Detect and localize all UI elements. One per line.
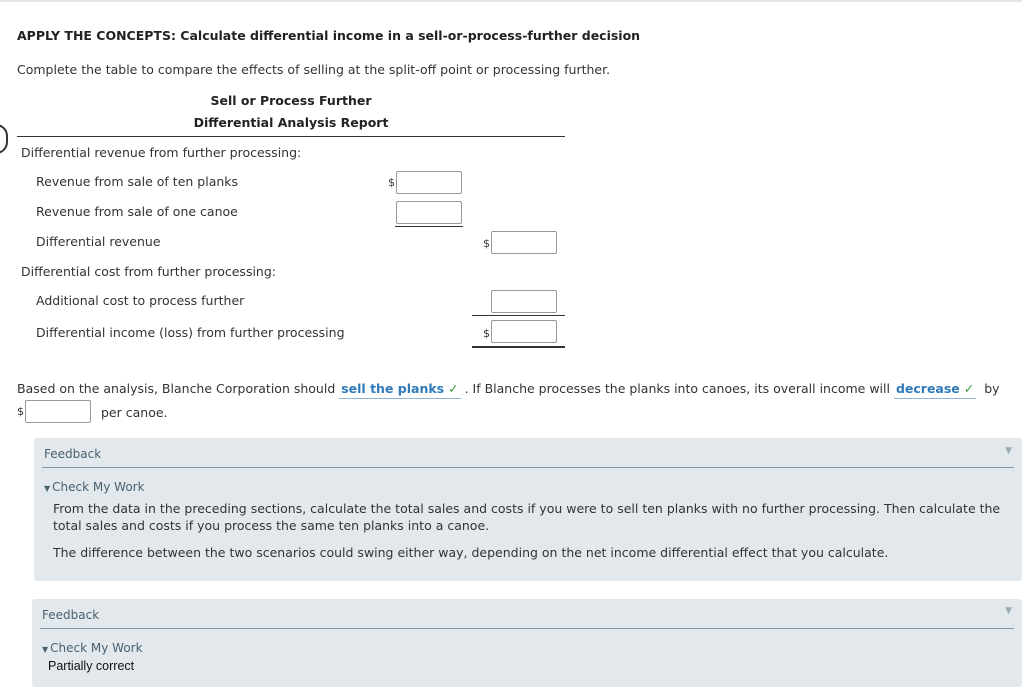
correct-check-icon: ✓ — [963, 381, 975, 396]
report-header-rule — [17, 136, 565, 137]
feedback-hint-text-2: The difference between the two scenarios could swing either way, depending on the net income differential effect that you calculate. — [53, 545, 889, 560]
conclusion-part1: Based on the analysis, Blanche Corporation should — [17, 381, 336, 396]
direction-value: decrease — [895, 381, 960, 396]
label-differential-revenue: Differential revenue — [36, 234, 161, 249]
section-differential-cost: Differential cost from further processing: — [21, 264, 276, 279]
feedback-hint-text: From the data in the preceding sections, calculate the total sales and costs if you were to sell ten planks with no further processing. Then calculate the total sales and costs if you process the same ten planks into a canoe. — [53, 501, 1001, 533]
report-title: Sell or Process Further — [210, 93, 372, 108]
additional-cost-input[interactable] — [491, 290, 557, 313]
currency-sign: $ — [388, 176, 395, 189]
check-my-work-label: Check My Work — [50, 641, 143, 655]
collapse-caret-icon[interactable]: ▼ — [1005, 606, 1012, 616]
top-divider — [0, 0, 1022, 2]
currency-sign: $ — [17, 405, 24, 418]
per-canoe-amount-input[interactable] — [25, 400, 91, 423]
label-revenue-planks: Revenue from sale of ten planks — [36, 174, 239, 189]
label-additional-cost: Additional cost to process further — [36, 293, 245, 308]
conclusion-part2: . If Blanche processes the planks into canoes, its overall income will — [464, 381, 890, 396]
correct-check-icon: ✓ — [448, 381, 459, 396]
check-my-work-label: Check My Work — [52, 480, 145, 494]
currency-sign: $ — [483, 237, 490, 250]
check-my-work-toggle[interactable] — [42, 641, 143, 655]
feedback-panel — [34, 438, 1022, 581]
per-canoe-label: per canoe. — [101, 405, 168, 420]
double-underline — [472, 346, 565, 348]
instruction-text: Complete the table to compare the effects of selling at the split-off point or processing further. — [17, 62, 611, 77]
revenue-canoe-input[interactable] — [396, 201, 462, 224]
conclusion-part3: by — [984, 381, 1000, 396]
total-rule — [472, 315, 565, 316]
conclusion-sentence — [17, 381, 1000, 399]
feedback-panel-result — [32, 599, 1022, 687]
check-my-work-toggle[interactable] — [44, 480, 145, 494]
label-revenue-canoe: Revenue from sale of one canoe — [36, 204, 238, 219]
feedback-divider — [42, 467, 1014, 468]
label-differential-income: Differential income (loss) from further processing — [36, 325, 345, 340]
direction-dropdown[interactable] — [894, 381, 976, 399]
section-differential-revenue: Differential revenue from further processing: — [21, 145, 302, 160]
revenue-planks-input[interactable] — [396, 171, 462, 194]
disclosure-triangle-icon: ▼ — [44, 484, 51, 493]
result-status-text: Partially correct — [48, 659, 135, 673]
differential-income-input[interactable] — [491, 320, 557, 343]
collapse-caret-icon[interactable]: ▼ — [1005, 446, 1012, 456]
currency-sign: $ — [483, 327, 490, 340]
subtotal-rule — [395, 226, 463, 227]
decision-value: sell the planks — [341, 381, 445, 396]
feedback-header: Feedback — [42, 608, 100, 622]
report-subtitle: Differential Analysis Report — [193, 115, 389, 130]
feedback-divider — [40, 628, 1014, 629]
page-title: APPLY THE CONCEPTS: Calculate differential income in a sell-or-process-further decision — [17, 28, 641, 43]
feedback-header: Feedback — [44, 447, 102, 461]
differential-revenue-input[interactable] — [491, 231, 557, 254]
left-bracket-mark — [0, 124, 8, 154]
disclosure-triangle-icon: ▼ — [42, 645, 49, 654]
decision-dropdown[interactable] — [339, 381, 460, 399]
